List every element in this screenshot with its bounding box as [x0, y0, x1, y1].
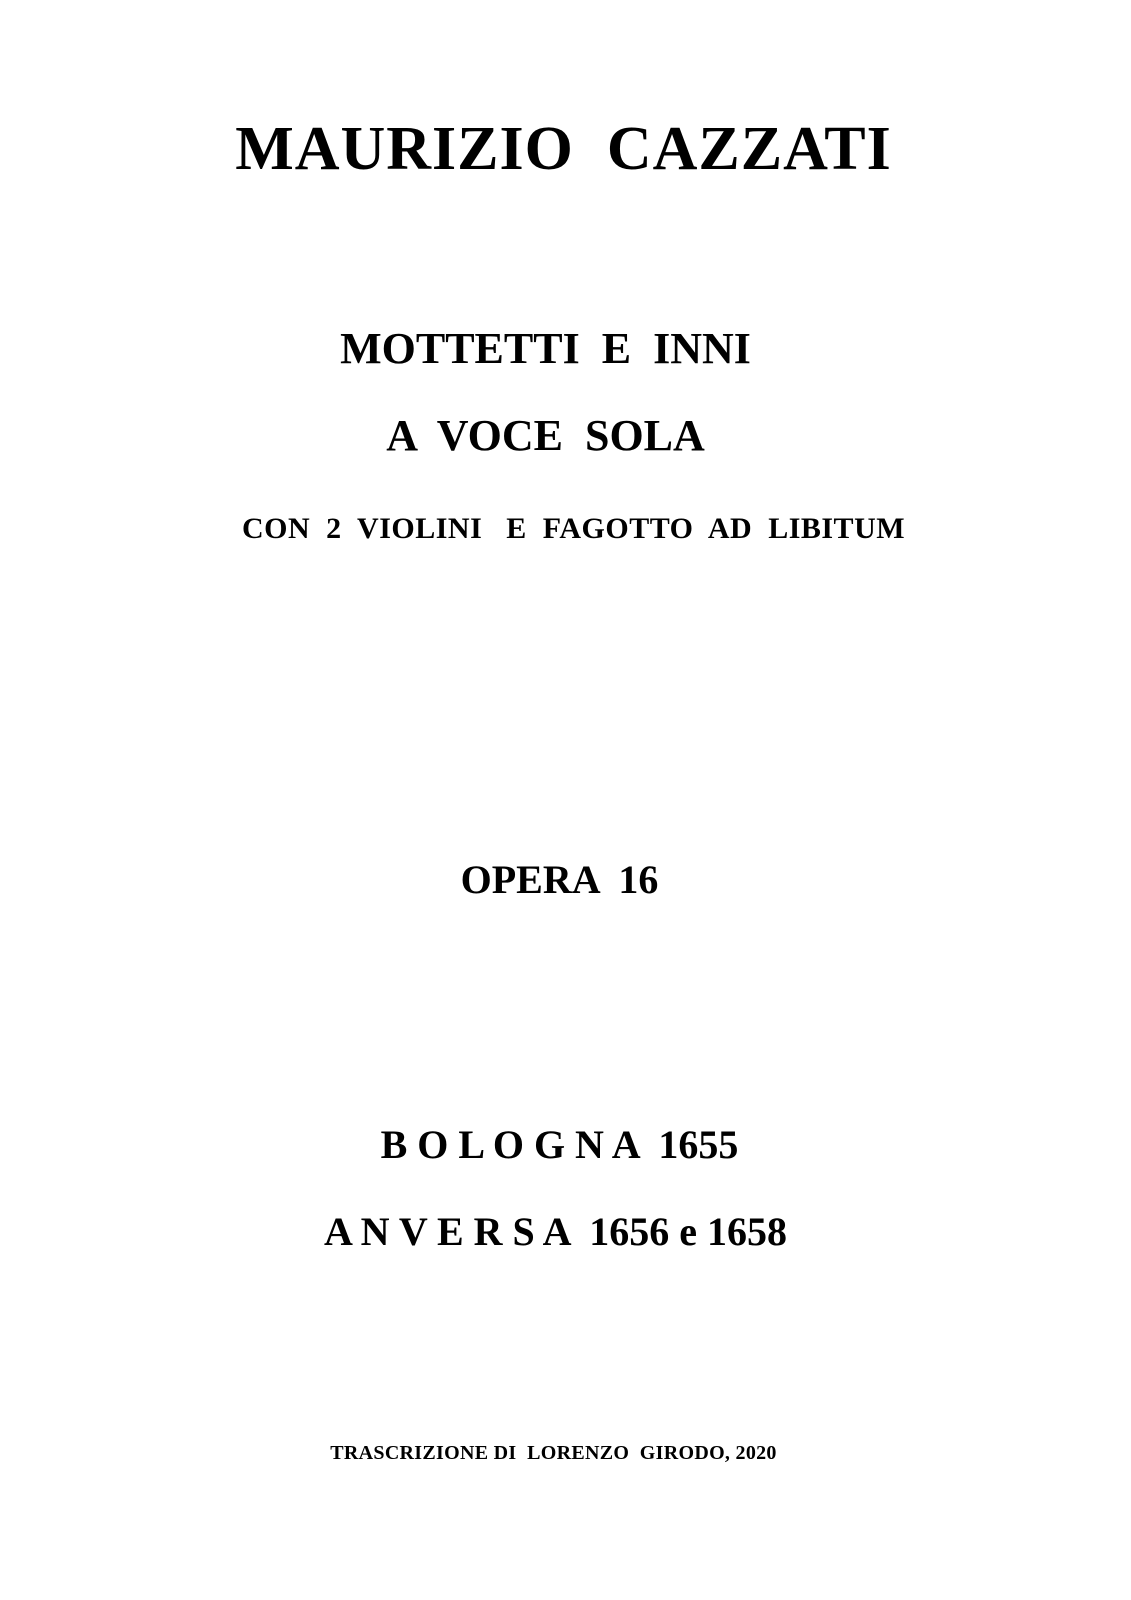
opus-number: OPERA 16: [460, 857, 659, 902]
publication-anversa: A N V E R S A 1656 e 1658: [323, 1209, 788, 1254]
instrumentation-subtitle: CON 2 VIOLINI E FAGOTTO AD LIBITUM: [241, 512, 906, 545]
work-title-line-1: MOTTETTI E INNI: [340, 324, 751, 373]
publication-bologna: B O L O G N A 1655: [380, 1122, 739, 1167]
composer-name: MAURIZIO CAZZATI: [235, 115, 892, 183]
work-title-line-2: A VOCE SOLA: [386, 411, 705, 460]
transcription-credit: TRASCRIZIONE DI LORENZO GIRODO, 2020: [330, 1442, 777, 1464]
